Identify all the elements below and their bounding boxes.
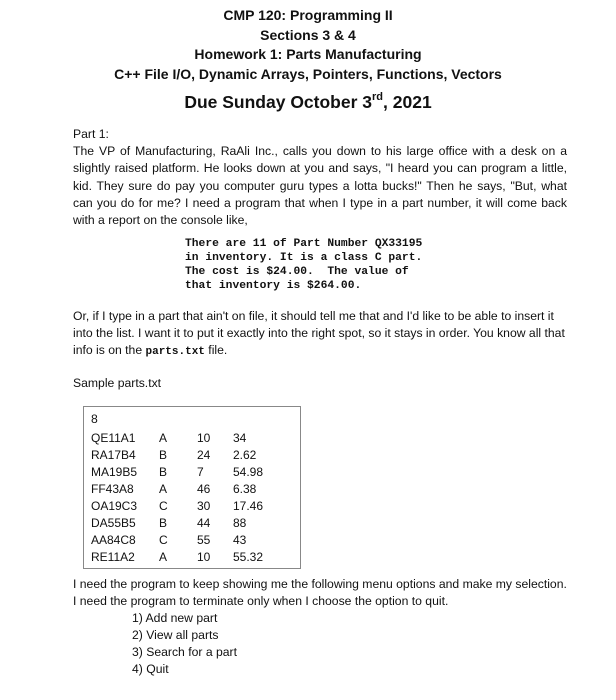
table-cell: FF43A8 [91,481,134,496]
table-cell: 24 [197,447,211,462]
sections-line: Sections 3 & 4 [260,26,356,43]
table-cell: OA19C3 [91,498,138,513]
menu-option-add: 1) Add new part [132,611,218,625]
console-line: The cost is $24.00. The value of [185,266,409,278]
insert-paragraph [73,308,567,362]
table-cell: 7 [197,464,204,479]
sample-parts-table [83,406,301,569]
due-date-ordinal: rd [372,91,384,103]
table-cell: DA55B5 [91,515,136,530]
sample-label: Sample parts.txt [73,376,162,390]
table-cell: 6.38 [233,481,257,496]
table-cell: 10 [197,430,211,445]
table-cell: 43 [233,532,247,547]
table-cell: A [159,481,168,496]
table-cell: 2.62 [233,447,257,462]
insert-paragraph-end: file. [204,343,228,358]
table-cell: 17.46 [233,498,264,513]
insert-paragraph-text: Or, if I type in a part that ain't on file, it should tell me that and I'd like to be able to insert it into the list. I want it to put it exactly into the right spot, so it stays in order. You know all that info is on the [73,309,565,358]
table-cell: B [159,515,168,530]
menu-option-view: 2) View all parts [132,628,219,642]
console-line: in inventory. It is a class C part. [185,252,423,264]
parts-table [91,429,283,565]
part-count: 8 [91,412,98,426]
table-cell: 88 [233,515,247,530]
table-cell: A [159,549,168,564]
due-date-year: , 2021 [383,91,432,112]
console-line: that inventory is $264.00. [185,280,362,292]
table-cell: MA19B5 [91,464,138,479]
table-cell: 55.32 [233,549,264,564]
table-cell: 44 [197,515,211,530]
table-cell: AA84C8 [91,532,136,547]
table-cell: 46 [197,481,211,496]
course-title: CMP 120: Programming II [223,7,393,23]
menu-option-search: 3) Search for a part [132,645,237,659]
table-row [91,446,283,463]
intro-paragraph: The VP of Manufacturing, RaAli Inc., calls you down to his large office with a desk on a slightly raised platform. He looks down at you and says, "I heard you can program a little, kid. They sure do pay you computer guru types a lotta bucks!" Then he says, "But, what can you do for me? I need a program that when I type in a part number, it will come back with a report on the console like, [73,144,567,228]
table-cell: C [159,498,168,513]
table-cell: 34 [233,430,247,445]
table-row [91,548,283,565]
table-row [91,514,283,531]
table-cell: B [159,464,168,479]
table-row [91,463,283,480]
table-cell: B [159,447,168,462]
table-row [91,531,283,548]
table-cell: 10 [197,549,211,564]
table-cell: QE11A1 [91,430,136,445]
due-date [0,85,616,115]
menu-option-quit: 4) Quit [132,662,169,676]
filename-code: parts.txt [145,346,205,359]
table-cell: 55 [197,532,211,547]
homework-title: Homework 1: Parts Manufacturing [194,46,422,62]
menu-paragraph: I need the program to keep showing me the following menu options and make my selection. I need the program to terminate only when I choose the option to quit. [73,577,567,608]
table-row [91,480,283,497]
document-header [0,6,616,115]
due-date-main: Due Sunday October 3 [184,91,373,112]
table-row [91,429,283,446]
console-sample-output [185,237,485,293]
table-cell: 54.98 [233,464,264,479]
topics-line: C++ File I/O, Dynamic Arrays, Pointers, Functions, Vectors [114,65,502,82]
table-cell: 30 [197,498,211,513]
part1-label: Part 1: [73,127,109,141]
table-cell: RA17B4 [91,447,136,462]
menu-options [132,610,237,678]
table-cell: C [159,532,168,547]
table-cell: RE11A2 [91,549,135,564]
console-line: There are 11 of Part Number QX33195 [185,238,423,250]
part1-intro [73,126,567,229]
table-cell: A [159,430,168,445]
table-row [91,497,283,514]
